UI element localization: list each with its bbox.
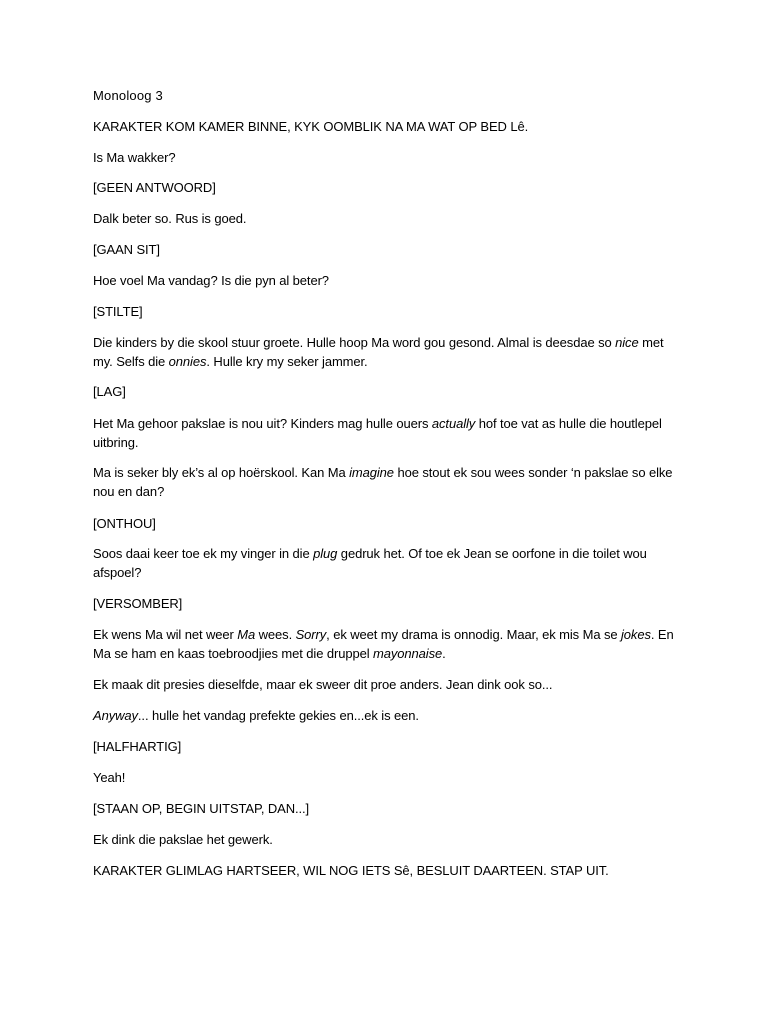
dialogue-line: Yeah!	[93, 770, 126, 785]
dialogue-line: Ma is seker bly ek’s al op hoërskool. Kan Ma imagine hoe stout ek sou wees sonder ‘n pakslae so elke nou en dan?	[93, 465, 673, 499]
stage-direction: KARAKTER KOM KAMER BINNE, KYK OOMBLIK NA MA WAT OP BED Lê.	[93, 119, 529, 134]
stage-direction: [GAAN SIT]	[93, 242, 160, 257]
dialogue-line: Is Ma wakker?	[93, 150, 176, 165]
stage-direction: [STAAN OP, BEGIN UITSTAP, DAN...]	[93, 801, 310, 816]
dialogue-line: Hoe voel Ma vandag? Is die pyn al beter?	[93, 273, 329, 288]
stage-direction: KARAKTER GLIMLAG HARTSEER, WIL NOG IETS Sê, BESLUIT DAARTEEN. STAP UIT.	[93, 863, 609, 878]
dialogue-line: Ek dink die pakslae het gewerk.	[93, 832, 273, 847]
stage-direction: [GEEN ANTWOORD]	[93, 180, 216, 195]
stage-direction: [LAG]	[93, 384, 126, 399]
dialogue-line: Dalk beter so. Rus is goed.	[93, 211, 247, 226]
stage-direction: [ONTHOU]	[93, 516, 156, 531]
dialogue-line: Het Ma gehoor pakslae is nou uit? Kinders mag hulle ouers actually hof toe vat as hulle die houtlepel uitbring.	[93, 416, 662, 450]
dialogue-line: Anyway... hulle het vandag prefekte gekies en...ek is een.	[93, 708, 419, 723]
stage-direction: [VERSOMBER]	[93, 596, 183, 611]
dialogue-line: Ek maak dit presies dieselfde, maar ek sweer dit proe anders. Jean dink ook so...	[93, 677, 553, 692]
dialogue-line: Soos daai keer toe ek my vinger in die plug gedruk het. Of toe ek Jean se oorfone in die toilet wou afspoel?	[93, 546, 647, 580]
stage-direction: [HALFHARTIG]	[93, 739, 182, 754]
dialogue-line: Ek wens Ma wil net weer Ma wees. Sorry, ek weet my drama is onnodig. Maar, ek mis Ma se jokes. En Ma se ham en kaas toebroodjies met die druppel mayonnaise.	[93, 627, 674, 661]
document-title: Monoloog 3	[93, 88, 163, 103]
stage-direction: [STILTE]	[93, 304, 143, 319]
dialogue-line: Die kinders by die skool stuur groete. Hulle hoop Ma word gou gesond. Almal is deesdae so nice met my. Selfs die onnies. Hulle kry my seker jammer.	[93, 335, 664, 369]
